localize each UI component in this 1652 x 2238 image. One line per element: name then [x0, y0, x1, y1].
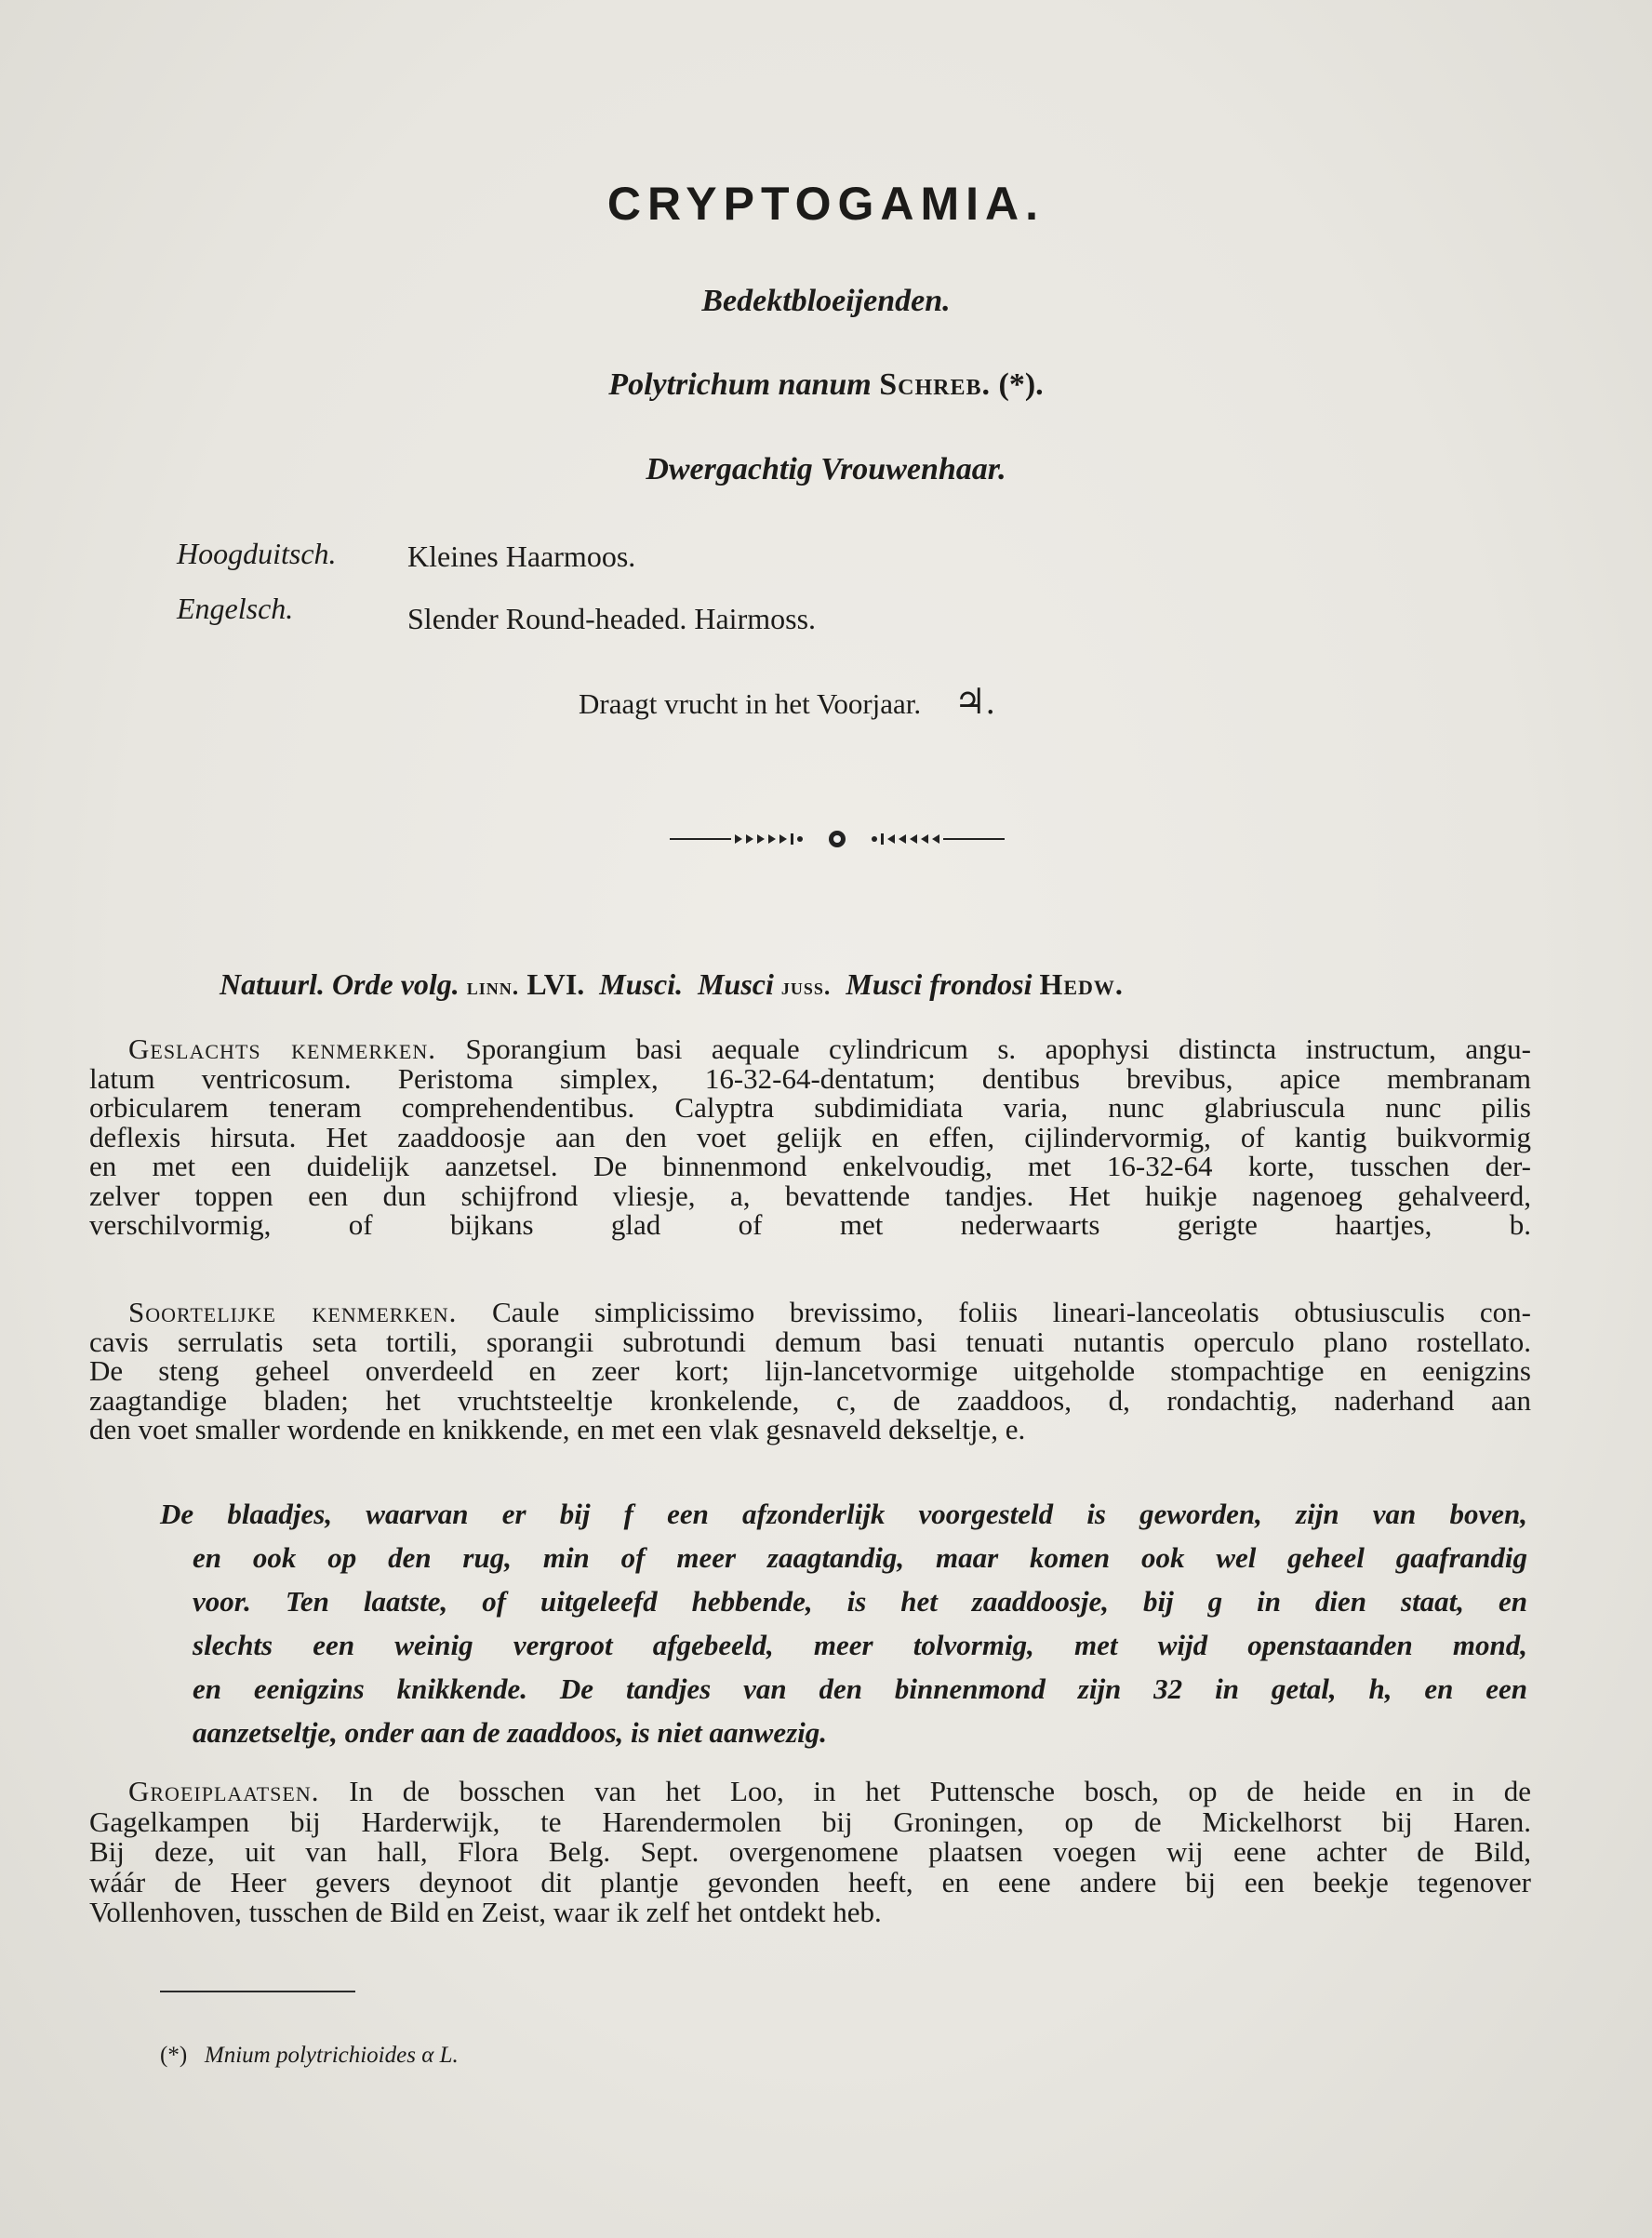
- blaadjes-line-3: voor. Ten laatste, of uitgeleefd hebbende, is het zaaddoosje, bij g in dien staat, en: [193, 1585, 1527, 1618]
- blaadjes-line-1: De blaadjes, waarvan er bij f een afzonderlijk voorgesteld is geworden, zijn van boven,: [160, 1498, 1527, 1530]
- blaadjes-line-5: en eenigzins knikkende. De tandjes van den binnenmond zijn 32 in getal, h, en een: [193, 1672, 1527, 1705]
- geslachts-line-2: latum ventricosum. Peristoma simplex, 16-32-64-dentatum; dentibus brevibus, apice membranam: [89, 1061, 1531, 1095]
- groeiplaatsen-line-4: wáár de Heer gevers deynoot dit plantje gevonden heeft, en eene andere bij een beekje tegenover: [89, 1865, 1531, 1898]
- species-note-ref: (*).: [998, 367, 1044, 402]
- soortelijke-paragraph: [89, 1298, 1531, 1445]
- groeiplaatsen-head: Groeiplaatsen.: [128, 1775, 320, 1807]
- groeiplaatsen-line-1-text: In de bosschen van het Loo, in het Puttensche bosch, op de heide en in de: [349, 1775, 1532, 1807]
- fruiting-text: Draagt vrucht in het Voorjaar.: [579, 687, 922, 720]
- vernacular-value-2: Slender Round-headed. Hairmoss.: [407, 602, 817, 635]
- orde-musci1: Musci.: [599, 967, 684, 1001]
- groeiplaatsen-line-5: Vollenhoven, tusschen de Bild en Zeist, waar ik zelf het ontdekt heb.: [89, 1896, 882, 1928]
- geslachts-line-7: verschilvormig, of bijkans glad of met nederwaarts gerigte haartjes, b.: [89, 1208, 1531, 1241]
- soortelijke-head: Soortelijke kenmerken.: [128, 1296, 458, 1328]
- geslachts-line-6: zelver toppen een dun schijfrond vliesje, a, bevattende tandjes. Het huikje nagenoeg gehalveerd,: [89, 1179, 1531, 1212]
- dutch-name: Dwergachtig Vrouwenhaar.: [646, 452, 1006, 486]
- soortelijke-line-4: zaagtandige bladen; het vruchtsteeltje kronkelende, c, de zaaddoos, d, rondachtig, naderhand aan: [89, 1383, 1531, 1417]
- groeiplaatsen-paragraph: [89, 1777, 1531, 1928]
- orde-lead: Natuurl. Orde volg.: [220, 967, 460, 1001]
- orde-musci2: Musci: [698, 967, 774, 1001]
- orde-linn: linn.: [466, 973, 520, 1000]
- orde-line: [220, 967, 1124, 1002]
- blaadjes-line-4: slechts een weinig vergroot afgebeeld, meer tolvormig, met wijd openstaanden mond,: [193, 1629, 1527, 1661]
- soortelijke-line-2: cavis serrulatis seta tortili, sporangii subrotundi demum basi tenuati nutantis operculo plano rostellato.: [89, 1325, 1531, 1358]
- geslachts-paragraph: [89, 1034, 1531, 1240]
- footnote-rule: [160, 1991, 355, 1992]
- jupiter-symbol: ♃.: [953, 683, 995, 722]
- groeiplaatsen-line-1: [89, 1777, 1531, 1807]
- orde-musci3: Musci frondosi: [846, 967, 1032, 1001]
- page-title: CRYPTOGAMIA.: [606, 178, 1046, 230]
- orde-juss: juss.: [780, 973, 832, 1000]
- orde-hedw: Hedw.: [1039, 967, 1124, 1001]
- vernacular-value-1: Kleines Haarmoos.: [407, 540, 636, 573]
- soortelijke-line-1-text: Caule simplicissimo brevissimo, foliis lineari-lanceolatis obtusiusculis con-: [492, 1296, 1531, 1328]
- footnote-text: Mnium polytrichioides: [204, 2043, 416, 2068]
- geslachts-line-3: orbicularem teneram comprehendentibus. Calyptra subdimidiata varia, nunc glabriuscula nunc pilis: [89, 1091, 1531, 1124]
- vernacular-lang-1: Hoogduitsch.: [177, 537, 337, 570]
- geslachts-line-4: deflexis hirsuta. Het zaaddoosje aan den voet gelijk en effen, cijlindervormig, of kantig buikvormig: [89, 1120, 1531, 1153]
- blaadjes-paragraph: [160, 1492, 1527, 1754]
- blaadjes-line-6: aanzetseltje, onder aan de zaaddoos, is niet aanwezig.: [193, 1716, 828, 1749]
- subtitle: Bedektbloeijenden.: [701, 284, 951, 318]
- footnote-tail: α L.: [421, 2043, 459, 2068]
- groeiplaatsen-line-2: Gagelkampen bij Harderwijk, te Harendermolen bij Groningen, op de Mickelhorst bij Haren.: [89, 1805, 1531, 1838]
- footnote-mark: (*): [160, 2043, 188, 2068]
- soortelijke-line-5: den voet smaller wordende en knikkende, en met een vlak gesnaveld dekseltje, e.: [89, 1413, 1026, 1445]
- soortelijke-line-1: [89, 1298, 1531, 1327]
- geslachts-line-5: en met een duidelijk aanzetsel. De binnenmond enkelvoudig, met 16-32-64 korte, tusschen der-: [89, 1150, 1531, 1182]
- ornament-divider: [670, 826, 1005, 852]
- geslachts-line-1: [89, 1034, 1531, 1064]
- species-name: Polytrichum nanum: [608, 367, 872, 402]
- geslachts-head: Geslachts kenmerken.: [128, 1032, 436, 1065]
- fruiting-line: [579, 681, 995, 723]
- footnote: [160, 2043, 459, 2069]
- species-heading: [0, 367, 1652, 403]
- geslachts-line-1-text: Sporangium basi aequale cylindricum s. apophysi distincta instructum, angu-: [465, 1032, 1531, 1065]
- soortelijke-line-3: De steng geheel onverdeeld en zeer kort; lijn-lancetvormige uitgeholde stompachtige en eenigzins: [89, 1354, 1531, 1387]
- blaadjes-line-2: en ook op den rug, min of meer zaagtandig, maar komen ook wel geheel gaafrandig: [193, 1541, 1527, 1574]
- orde-num: LVI.: [526, 967, 585, 1001]
- species-author: Schreb.: [879, 367, 992, 402]
- vernacular-lang-2: Engelsch.: [177, 592, 294, 625]
- groeiplaatsen-line-3: Bij deze, uit van hall, Flora Belg. Sept. overgenomene plaatsen voegen wij eene achter de Bild,: [89, 1835, 1531, 1868]
